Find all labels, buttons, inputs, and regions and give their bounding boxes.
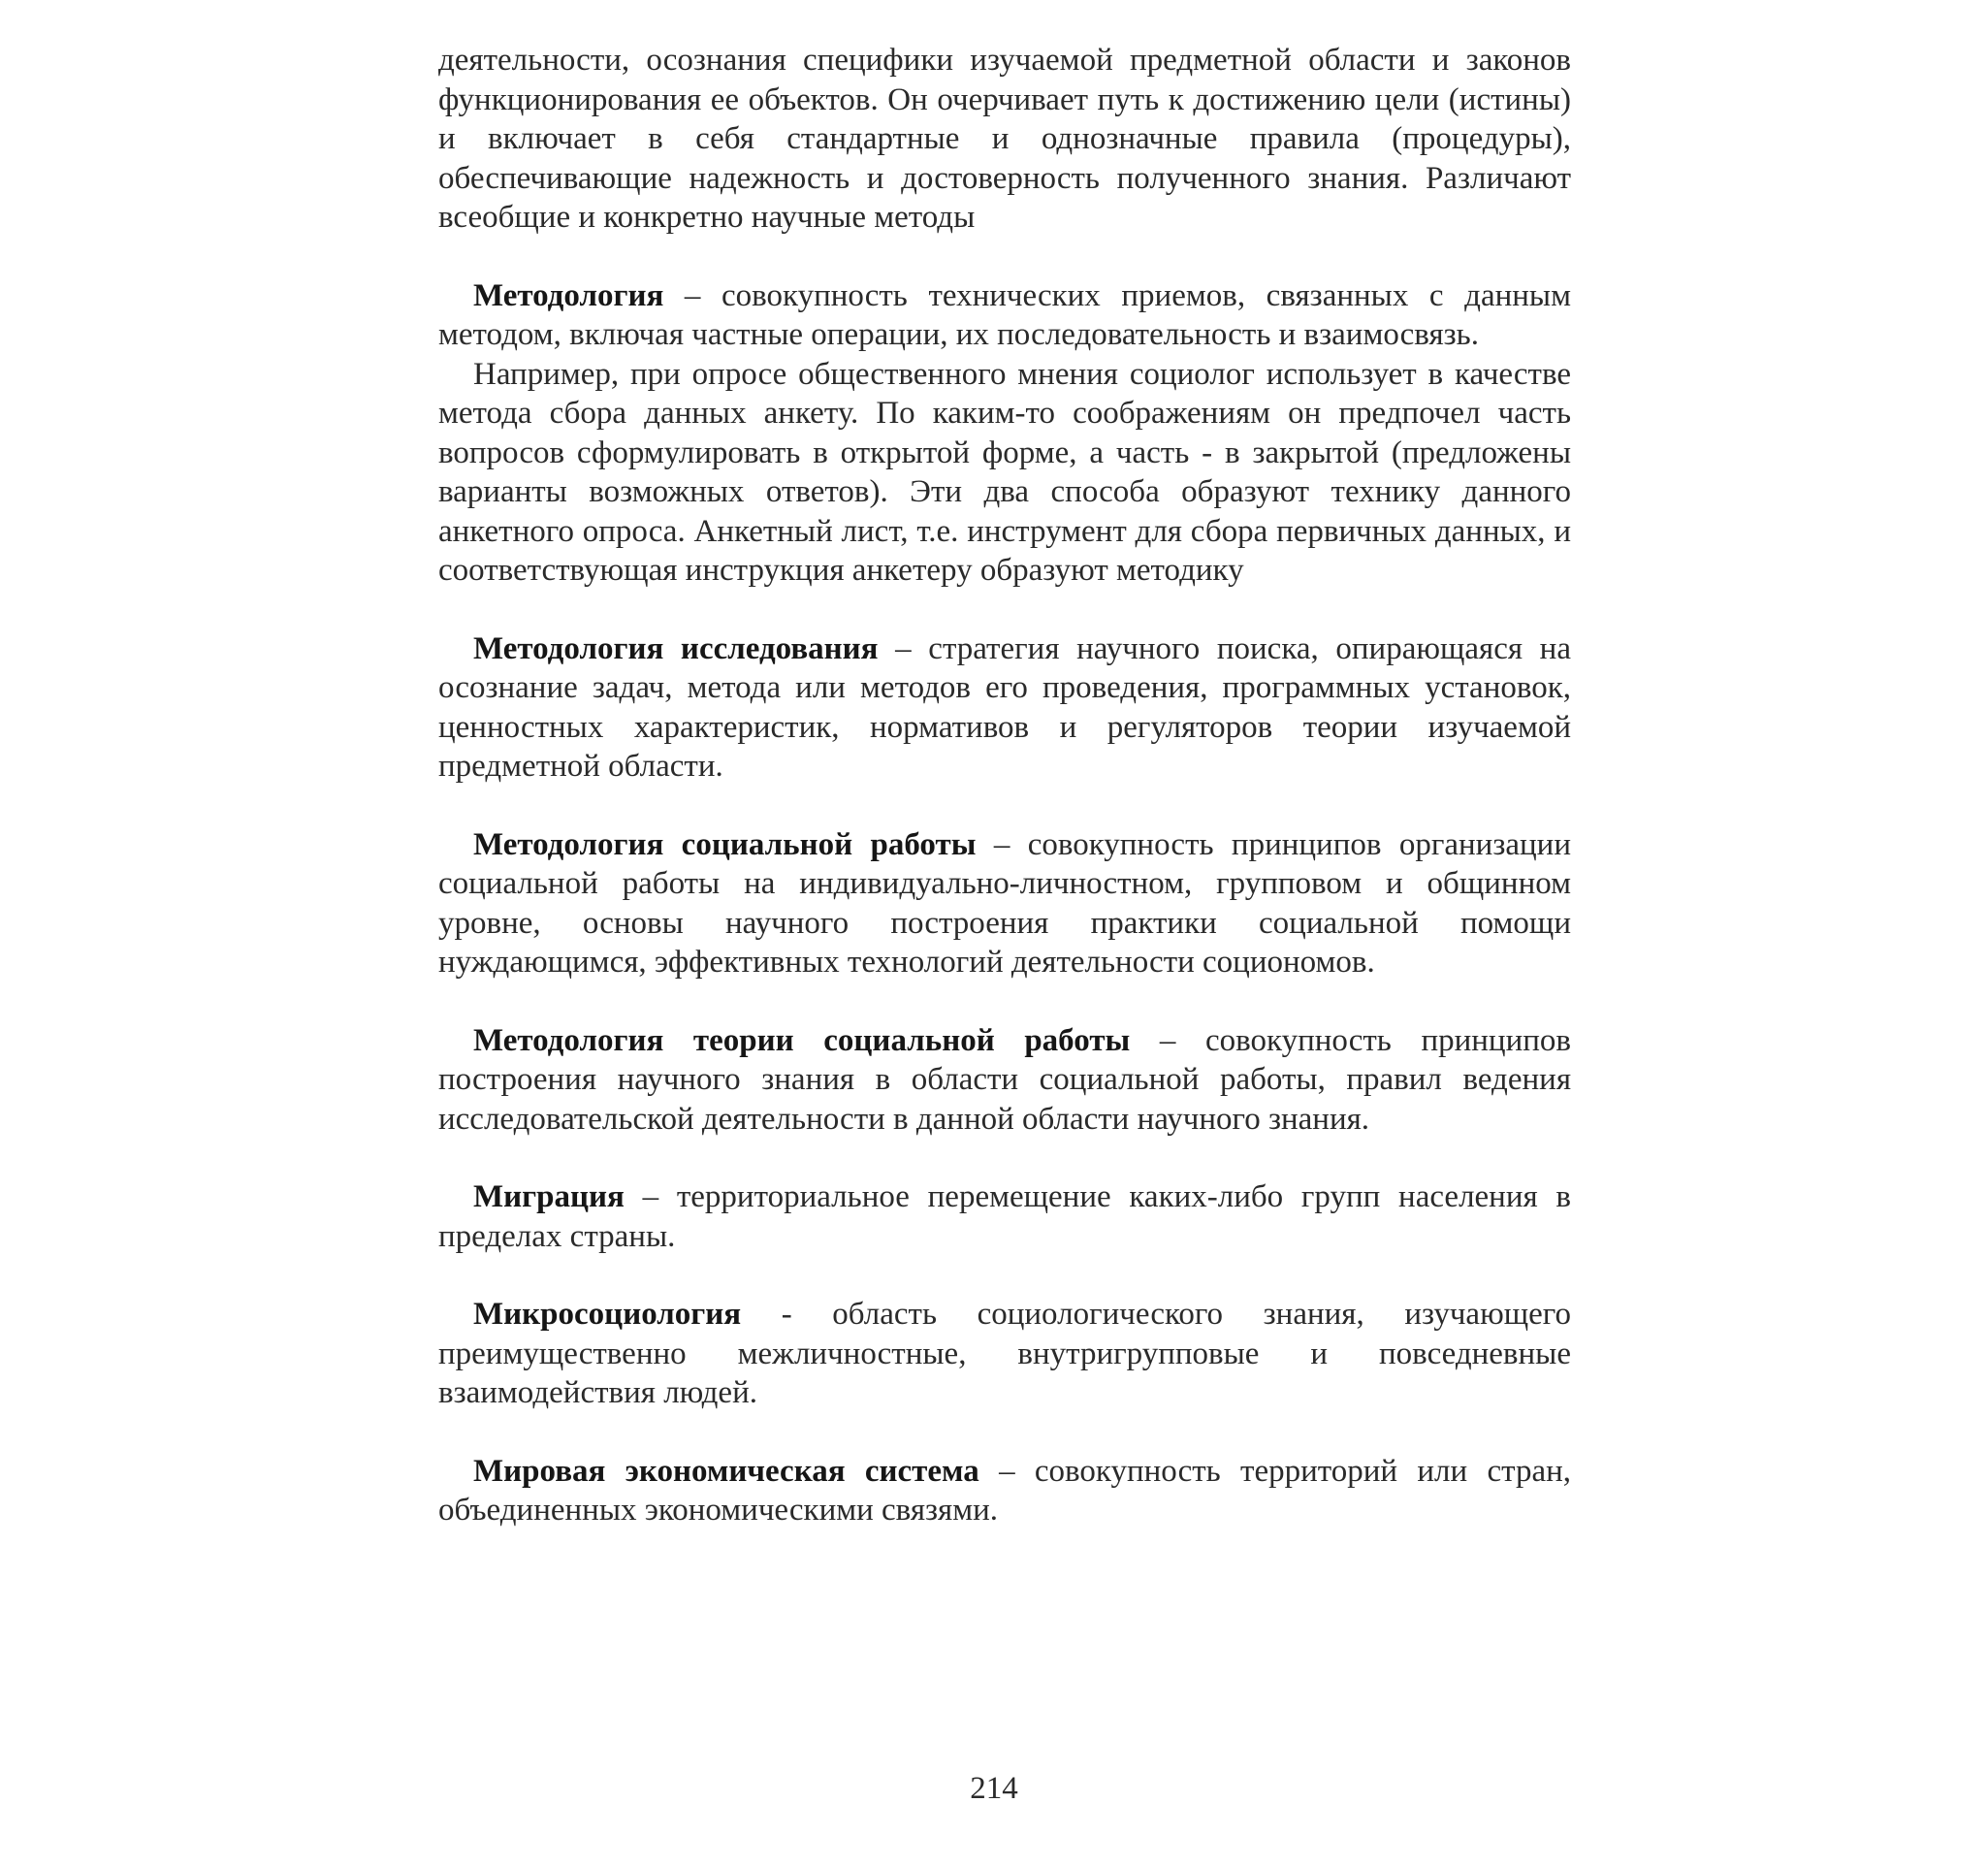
paragraph-gap: [438, 982, 1571, 1021]
glossary-term: Микросоциология: [473, 1297, 742, 1332]
glossary-definition: - область социологического знания, изучающего преимущественно межличностные, внутригрупповые и повседневные взаимодействия людей.: [438, 1297, 1571, 1410]
glossary-entry-mirovaya-sistema: [438, 1452, 1571, 1530]
glossary-term: Миграция: [473, 1179, 625, 1214]
glossary-entry-metodologiya-issledovaniya: [438, 629, 1571, 787]
glossary-term: Мировая экономическая система: [473, 1453, 979, 1489]
glossary-entry-mikrosociologiya: [438, 1295, 1571, 1413]
text-column: [438, 41, 1571, 1530]
paragraph-gap: [438, 1256, 1571, 1295]
glossary-definition: – совокупность территорий или стран, объединенных экономическими связями.: [438, 1453, 1571, 1528]
paragraph-gap: [438, 1139, 1571, 1177]
glossary-entry-migraciya: [438, 1177, 1571, 1256]
glossary-definition: – совокупность принципов построения научного знания в области социальной работы, правил ведения исследовательской деятельности в данной области научного знания.: [438, 1022, 1571, 1137]
example-paragraph: [438, 355, 1571, 591]
glossary-entry-metodologiya: [438, 276, 1571, 355]
paragraph-gap: [438, 1413, 1571, 1452]
glossary-entry-metodologiya-socialnoy-raboty: [438, 825, 1571, 982]
glossary-term: Методология исследования: [473, 630, 879, 666]
paragraph-continuation: [438, 41, 1571, 238]
paragraph-text: Например, при опросе общественного мнения социолог использует в качестве метода сбора данных анкету. По каким-то соображениям он предпочел часть вопросов сформулировать в открытой форме, а часть - в закрытой (предложены варианты возможных ответов). Эти два способа образуют технику данного анкетного опроса. Анкетный лист, т.е. инструмент для сбора первичных данных, и соответствующая инструкция анкетеру образуют методику: [438, 356, 1571, 588]
glossary-entry-metodologiya-teorii: [438, 1021, 1571, 1140]
glossary-term: Методология социальной работы: [473, 826, 977, 862]
glossary-definition: – территориальное перемещение каких-либо групп населения в пределах страны.: [438, 1179, 1571, 1254]
paragraph-gap: [438, 238, 1571, 276]
glossary-definition: – совокупность технических приемов, связанных с данным методом, включая частные операции, их последовательность и взаимосвязь.: [438, 277, 1571, 352]
glossary-term: Методология: [473, 277, 664, 313]
glossary-definition: – совокупность принципов организации социальной работы на индивидуально-личностном, групповом и общинном уровне, основы научного построения практики социальной помощи нуждающимся, эффективных технологий деятельности социономов.: [438, 826, 1571, 980]
paragraph-gap: [438, 591, 1571, 629]
paragraph-text: деятельности, осознания специфики изучаемой предметной области и законов функционирования ее объектов. Он очерчивает путь к достижению цели (истины) и включает в себя стандартные и однозначные правила (процедуры), обеспечивающие надежность и достоверность полученного знания. Различают всеобщие и конкретно научные методы: [438, 43, 1571, 235]
glossary-definition: – стратегия научного поиска, опирающаяся на осознание задач, метода или методов его проведения, программных установок, ценностных характеристик, нормативов и регуляторов теории изучаемой предметной области.: [438, 630, 1571, 784]
paragraph-gap: [438, 787, 1571, 825]
glossary-term: Методология теории социальной работы: [473, 1022, 1131, 1058]
page-number: 214: [970, 1771, 1018, 1806]
